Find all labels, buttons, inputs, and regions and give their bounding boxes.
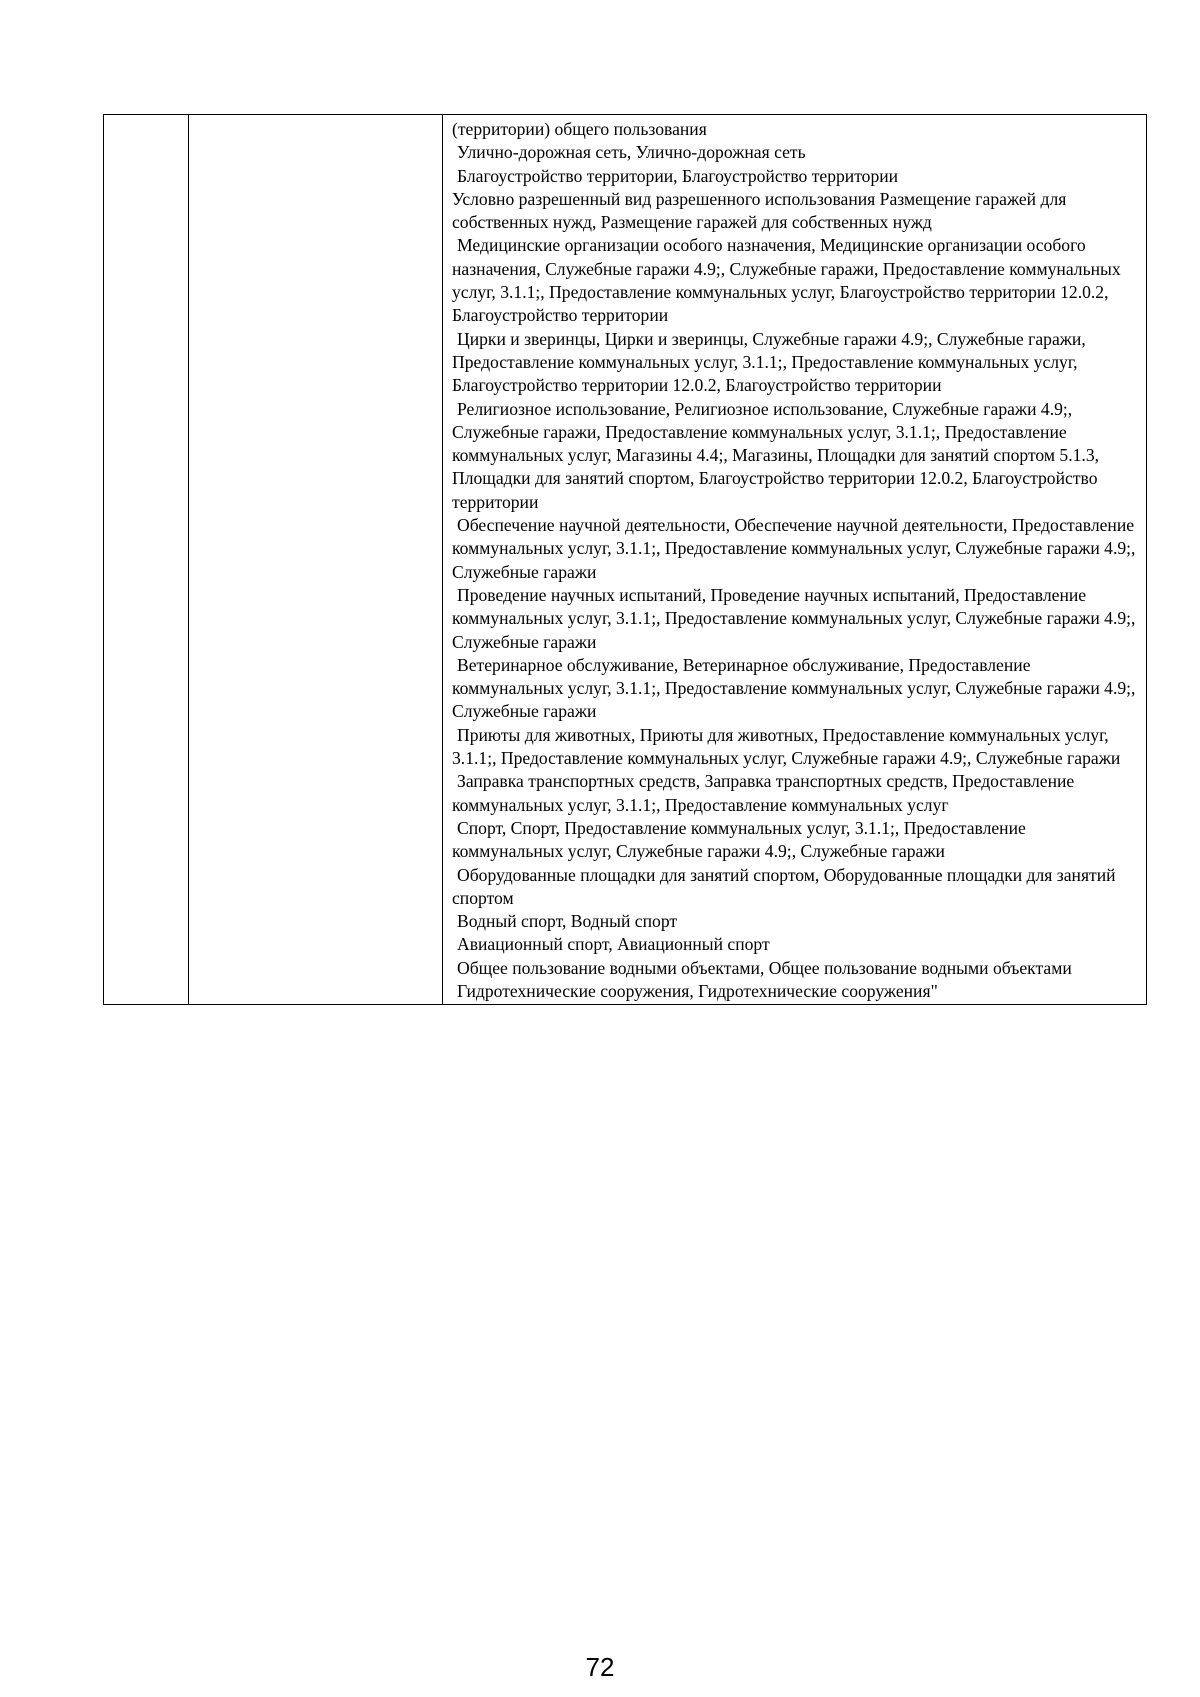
list-item: Условно разрешенный вид разрешенного использования Размещение гаражей для собственных нужд, Размещение гаражей для собственных нужд [452,188,1067,233]
list-item: Религиозное использование, Религиозное использование, Служебные гаражи 4.9;, Служебные гаражи, Предоставление коммунальных услуг, 3.1.1;, Предоставление коммунальных услуг, Магазины 4.4;, Магазины, Площадки для занятий спортом 5.1.3, Площадки для занятий спортом, Благоустройство территории 12.0.2, Благоустройство территории [452,398,1100,512]
list-item: Оборудованные площадки для занятий спортом, Оборудованные площадки для занятий спортом [452,864,1116,908]
list-item: Общее пользование водными объектами, Общее пользование водными объектами [457,957,1072,978]
list-item: Авиационный спорт, Авиационный спорт [457,934,770,955]
list-item: Улично-дорожная сеть, Улично-дорожная сеть [457,142,806,163]
list-item: Медицинские организации особого назначения, Медицинские организации особого назначения, Служебные гаражи 4.9;, Служебные гаражи, Предоставление коммунальных услуг, 3.1.1;, Предоставление коммунальных услуг, Благоустройство территории 12.0.2, Благоустройство территории [452,235,1121,326]
list-item: Обеспечение научной деятельности, Обеспечение научной деятельности, Предоставление коммунальных услуг, 3.1.1;, Предоставление коммунальных услуг, Служебные гаражи 4.9;, Служебные гаражи [452,515,1136,582]
list-item: Проведение научных испытаний, Проведение научных испытаний, Предоставление коммунальных услуг, 3.1.1;, Предоставление коммунальных услуг, Служебные гаражи 4.9;, Служебные гаражи [452,584,1136,652]
page-number: 72 [585,1652,615,1682]
table-row [104,115,1147,1005]
list-item: Заправка транспортных средств, Заправка транспортных средств, Предоставление коммунальных услуг, 3.1.1;, Предоставление коммунальных услуг [452,771,1075,815]
permitted-uses-list [443,115,1146,1004]
list-item: Приюты для животных, Приюты для животных, Предоставление коммунальных услуг, 3.1.1;, Предоставление коммунальных услуг, Служебные гаражи 4.9;, Служебные гаражи [452,724,1121,769]
list-item: Цирки и зверинцы, Цирки и зверинцы, Служебные гаражи 4.9;, Служебные гаражи, Предоставление коммунальных услуг, 3.1.1;, Предоставление коммунальных услуг, Благоустройство территории 12.0.2, Благоустройство территории [452,328,1086,396]
table-cell-number [104,115,189,1005]
list-item: Водный спорт, Водный спорт [457,911,678,932]
list-item: (территории) общего пользования [452,119,707,139]
table-cell-zone [189,115,443,1005]
list-item: Гидротехнические сооружения, Гидротехнические сооружения" [457,980,938,1001]
list-item: Ветеринарное обслуживание, Ветеринарное обслуживание, Предоставление коммунальных услуг, 3.1.1;, Предоставление коммунальных услуг, Служебные гаражи 4.9;, Служебные гаражи [452,654,1136,722]
list-item: Благоустройство территории, Благоустройство территории [457,165,899,186]
regulation-table [103,114,1147,1005]
list-item: Спорт, Спорт, Предоставление коммунальных услуг, 3.1.1;, Предоставление коммунальных услуг, Служебные гаражи 4.9;, Служебные гаражи [452,817,1026,862]
table-cell-permitted-uses [443,115,1147,1005]
